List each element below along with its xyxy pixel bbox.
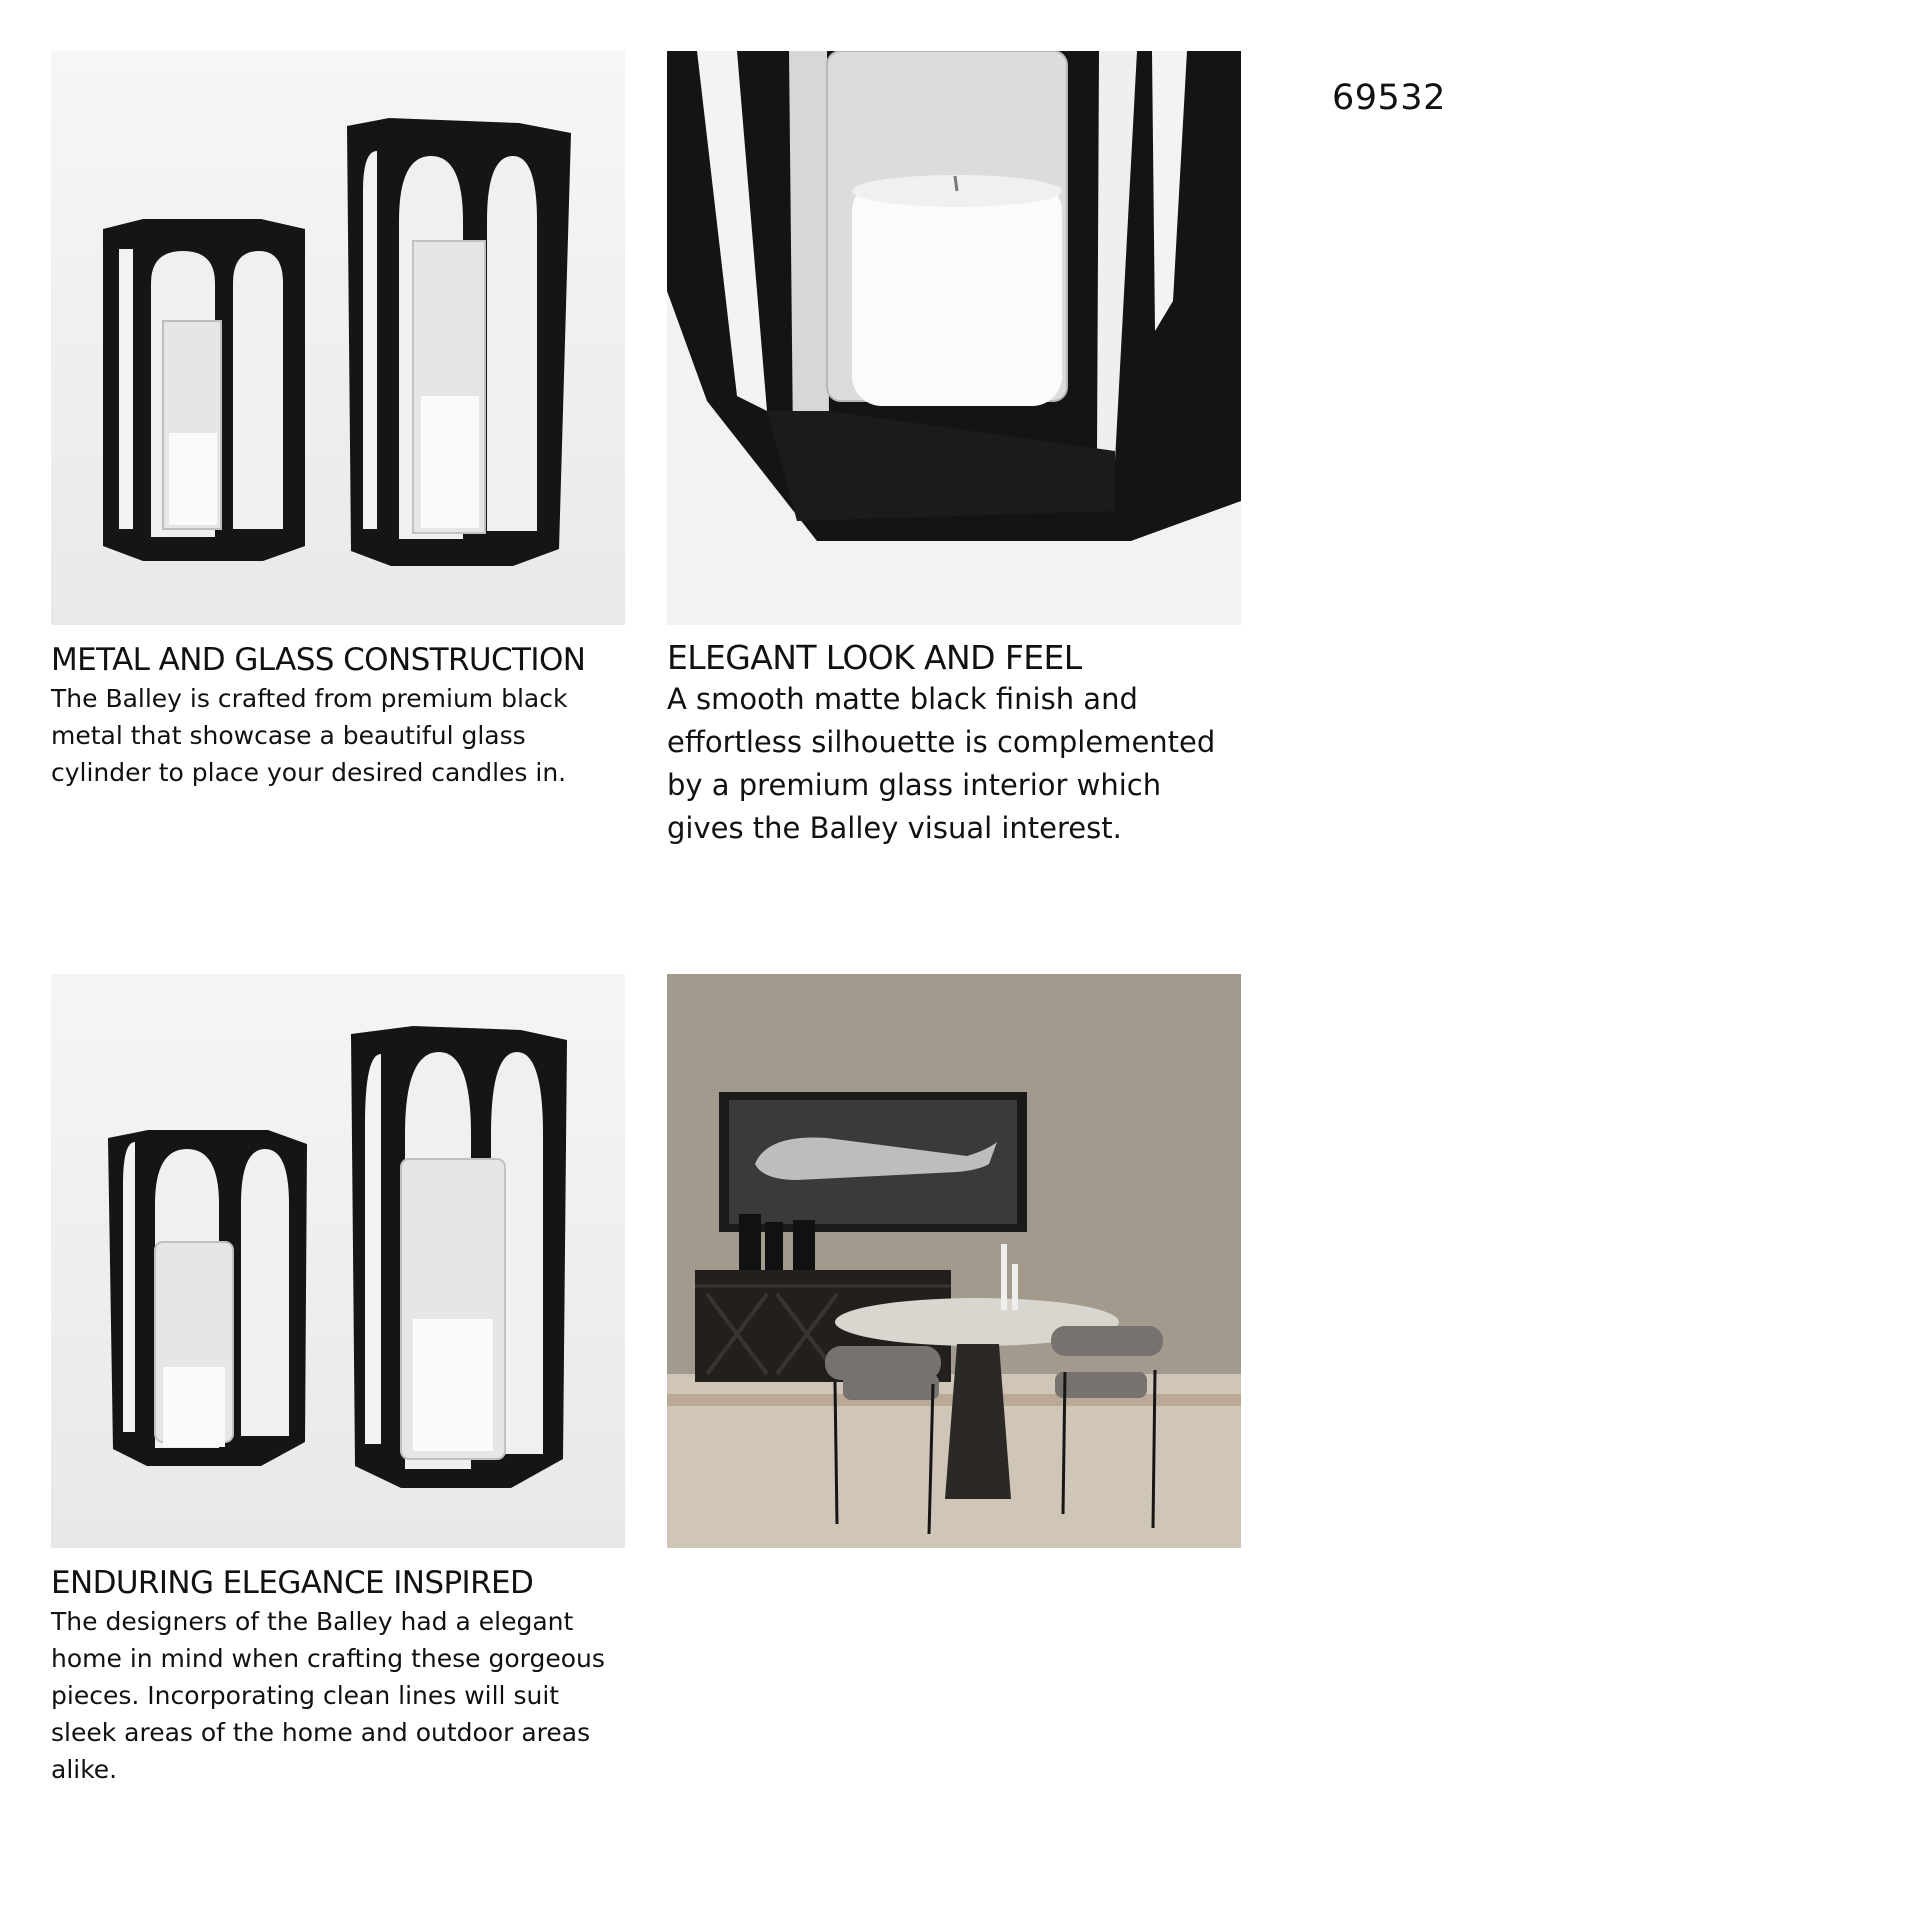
product-photo-pair bbox=[51, 51, 625, 625]
section-heading: METAL AND GLASS CONSTRUCTION bbox=[51, 642, 586, 678]
section-body: The Balley is crafted from premium black metal that showcase a beautiful glass cylinder to place your desired candles in. bbox=[51, 684, 568, 787]
feature-section-construction bbox=[51, 640, 631, 791]
section-heading: ELEGANT LOOK AND FEEL bbox=[667, 638, 1082, 677]
section-heading: ENDURING ELEGANCE INSPIRED bbox=[51, 1565, 534, 1601]
product-closeup-photo bbox=[667, 51, 1241, 625]
small-lantern bbox=[108, 1130, 307, 1466]
section-body: The designers of the Balley had a elegant home in mind when crafting these gorgeous pieces. Incorporating clean lines will suit sleek areas of the home and outdoor areas alike. bbox=[51, 1607, 605, 1784]
product-photo-pair-angled bbox=[51, 974, 625, 1548]
tall-lantern bbox=[351, 1026, 567, 1488]
tall-lantern bbox=[347, 118, 571, 566]
product-sku: 69532 bbox=[1332, 78, 1446, 118]
section-body: A smooth matte black finish and effortless silhouette is complemented by a premium glass interior which gives the Balley visual interest. bbox=[667, 682, 1216, 845]
lifestyle-dining-room-photo bbox=[667, 974, 1241, 1548]
feature-section-look-and-feel bbox=[667, 638, 1247, 850]
feature-section-enduring-elegance bbox=[51, 1563, 631, 1788]
small-lantern bbox=[103, 219, 305, 561]
